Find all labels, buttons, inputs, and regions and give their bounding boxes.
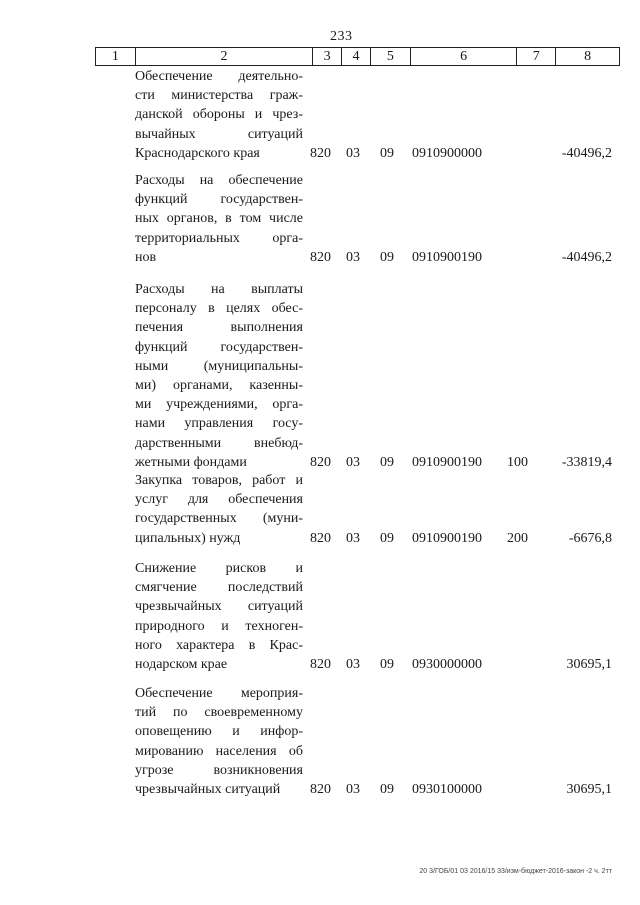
description-line: Расходы на обеспечение [135, 173, 303, 188]
description-line: ми) органами, казенны- [135, 378, 303, 394]
description-line: Обеспечение мероприя- [135, 686, 303, 701]
description-line: ных органов, в том числе [135, 211, 303, 227]
description-line: ципальных) нужд [135, 530, 241, 546]
description-line: услуг для обеспечения [135, 492, 303, 508]
row-description [135, 67, 303, 163]
description-line: вычайных ситуаций [135, 126, 303, 142]
description-line: печения выполнения [135, 320, 303, 336]
description-line: мированию населения об [135, 743, 303, 759]
description-line: сти министерства граж- [135, 88, 303, 104]
description-line: чрезвычайных ситуаций [135, 782, 281, 798]
description-line: Снижение рисков и [135, 561, 303, 576]
subsection-code: 09 [380, 657, 394, 672]
row-description [135, 171, 303, 267]
target-article-code: 0930000000 [412, 657, 482, 672]
header-cell-7: 7 [517, 48, 556, 65]
header-cell-5: 5 [371, 48, 411, 65]
row-description [135, 559, 303, 674]
expense-type-code: 200 [507, 530, 528, 546]
subsection-code: 09 [380, 782, 394, 797]
description-line: Обеспечение деятельно- [135, 69, 303, 84]
section-code: 03 [346, 145, 360, 161]
description-line: персоналу в целях обес- [135, 301, 303, 317]
target-article-code: 0910900190 [412, 454, 482, 470]
section-code: 03 [346, 249, 360, 265]
ved-code: 820 [310, 454, 331, 470]
section-code: 03 [346, 657, 360, 672]
description-line: ного характера в Крас- [135, 637, 303, 653]
description-line: Расходы на выплаты [135, 282, 303, 297]
description-line: оповещению и инфор- [135, 724, 303, 740]
description-line: ными (муниципальны- [135, 358, 303, 374]
ved-code: 820 [310, 249, 331, 265]
header-cell-2: 2 [136, 48, 313, 65]
header-cell-4: 4 [342, 48, 371, 65]
description-line: жетными фондами [135, 454, 247, 470]
description-line: нами управления госу- [135, 416, 303, 432]
ved-code: 820 [310, 145, 331, 161]
description-line: природного и техноген- [135, 618, 303, 634]
description-line: чрезвычайных ситуаций [135, 599, 303, 615]
page-number: 233 [330, 29, 353, 44]
amount: 30695,1 [566, 657, 612, 672]
description-line: нодарском крае [135, 657, 228, 673]
description-line: ми учреждениями, орга- [135, 397, 303, 413]
description-line: тий по своевременному [135, 705, 303, 721]
row-description [135, 471, 303, 548]
description-line: государственных (муни- [135, 511, 303, 527]
amount: -6676,8 [568, 530, 612, 546]
description-line: угрозе возникновения [135, 762, 303, 778]
subsection-code: 09 [380, 530, 394, 546]
subsection-code: 09 [380, 249, 394, 265]
target-article-code: 0910900000 [412, 145, 482, 161]
row-description [135, 280, 303, 472]
description-line: смягчение последствий [135, 580, 303, 596]
subsection-code: 09 [380, 454, 394, 470]
description-line: Краснодарского края [135, 145, 260, 161]
section-code: 03 [346, 530, 360, 546]
amount: -33819,4 [561, 454, 612, 470]
description-line: нов [135, 249, 157, 265]
expense-type-code: 100 [507, 454, 528, 470]
amount: 30695,1 [566, 782, 612, 797]
row-description [135, 684, 303, 799]
description-line: функций государствен- [135, 192, 303, 208]
description-line: дарственными внебюд- [135, 435, 303, 451]
section-code: 03 [346, 782, 360, 797]
amount: -40496,2 [561, 249, 612, 265]
header-cell-1: 1 [96, 48, 136, 65]
footer-reference: 20 3/ГОБ/01 03 2016/15 33/изм-бюджет-2016-закон -2 ч. 2тт [419, 868, 612, 875]
description-line: территориальных орга- [135, 230, 303, 246]
header-cell-8: 8 [584, 49, 592, 64]
table-header [95, 47, 620, 66]
description-line: функций государствен- [135, 339, 303, 355]
header-cell-6: 6 [411, 48, 518, 65]
section-code: 03 [346, 454, 360, 470]
subsection-code: 09 [380, 145, 394, 161]
description-line: данской обороны и чрез- [135, 107, 303, 123]
ved-code: 820 [310, 782, 331, 797]
ved-code: 820 [310, 530, 331, 546]
amount: -40496,2 [561, 145, 612, 161]
ved-code: 820 [310, 657, 331, 672]
target-article-code: 0930100000 [412, 782, 482, 797]
target-article-code: 0910900190 [412, 530, 482, 546]
header-cell-3: 3 [313, 48, 342, 65]
description-line: Закупка товаров, работ и [135, 473, 303, 488]
target-article-code: 0910900190 [412, 249, 482, 265]
